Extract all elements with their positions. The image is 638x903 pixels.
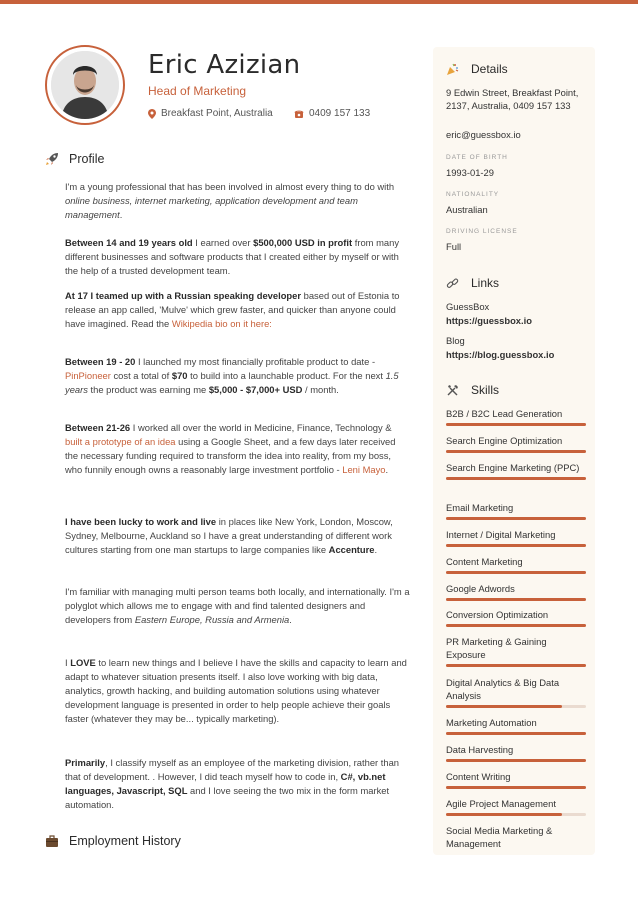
job-title: Head of Marketing xyxy=(148,84,247,98)
skill-level-bar xyxy=(446,517,586,520)
skill-label: Marketing Automation xyxy=(446,717,537,728)
p9-bold-2: C#, vb.net languages, Javascript, SQL xyxy=(65,771,386,796)
p4-text-2: cost a total of xyxy=(110,370,172,381)
skill-label: Data Harvesting xyxy=(446,744,514,755)
p4-text-5: / month. xyxy=(302,384,339,395)
p5-bold: Between 21-26 xyxy=(65,422,131,433)
links-heading-text: Links xyxy=(471,276,500,290)
skill-item xyxy=(446,770,586,789)
profile-paragraph-4 xyxy=(65,355,410,397)
skill-item xyxy=(446,407,586,426)
p1-italic: online business, internet marketing, application development and team management xyxy=(65,195,358,220)
skill-item xyxy=(446,797,586,816)
skill-level-bar xyxy=(446,786,586,789)
p6-text: in places like New York, London, Moscow, Sydney, Melbourne, Auckland so I have a great understanding of different work cultures starting from one man startups to large companies like xyxy=(65,516,393,555)
skill-label: PR Marketing & Gaining Exposure xyxy=(446,636,547,660)
skill-label: Google Adwords xyxy=(446,583,515,594)
skill-item xyxy=(446,582,586,601)
p4-text-4: the product was earning me xyxy=(87,384,209,395)
skill-level-fill xyxy=(446,517,586,520)
avatar xyxy=(45,45,125,125)
dob-label: DATE OF BIRTH xyxy=(446,154,508,161)
p6-end: . xyxy=(374,544,378,555)
profile-heading xyxy=(45,152,104,166)
pinpioneer-link[interactable]: PinPioneer xyxy=(65,370,111,381)
avatar-photo xyxy=(51,51,119,119)
skill-level-fill xyxy=(446,477,586,480)
skill-level-bar xyxy=(446,477,586,480)
skill-level-fill xyxy=(446,423,586,426)
nationality-value: Australian xyxy=(446,204,488,215)
p1-end: . xyxy=(119,209,123,220)
p1-text: I'm a young professional that has been involved in almost every thing to do with xyxy=(65,181,395,192)
p2-bold-1: Between 14 and 19 years old xyxy=(65,237,193,248)
p9-bold-1: Primarily xyxy=(65,757,106,768)
skill-level-bar xyxy=(446,571,586,574)
p3-text: based out of Estonia to release an app called, 'Mulve' which grew faster, and quicker than anyone could have imagined. Read the xyxy=(65,290,400,329)
location xyxy=(148,108,273,119)
skill-level-fill xyxy=(446,705,562,708)
phone-text: 0409 157 133 xyxy=(309,108,371,119)
skill-level-bar xyxy=(446,598,586,601)
skill-item xyxy=(446,676,586,708)
phone-icon xyxy=(294,109,304,119)
link-url-guessbox[interactable]: https://guessbox.io xyxy=(446,315,532,326)
skill-label: Content Writing xyxy=(446,771,511,782)
location-text: Breakfast Point, Australia xyxy=(161,108,273,119)
p6-bold-1: I have been lucky to work and live xyxy=(65,516,217,527)
skill-level-fill xyxy=(446,664,586,667)
license-label: DRIVING LICENSE xyxy=(446,228,518,235)
skill-item xyxy=(446,528,586,547)
skill-label: Internet / Digital Marketing xyxy=(446,529,556,540)
skill-item xyxy=(446,824,586,850)
skill-level-fill xyxy=(446,571,586,574)
skill-level-fill xyxy=(446,759,586,762)
skill-level-fill xyxy=(446,450,586,453)
prototype-link[interactable]: built a prototype of an idea xyxy=(65,436,176,447)
skill-level-bar xyxy=(446,624,586,627)
nationality-label: NATIONALITY xyxy=(446,191,500,198)
profile-paragraph-3 xyxy=(65,289,410,331)
skill-item xyxy=(446,434,586,453)
profile-paragraph-7 xyxy=(65,585,410,627)
skill-level-fill xyxy=(446,544,586,547)
p4-bold-2: $70 xyxy=(171,370,188,381)
briefcase-icon xyxy=(45,834,59,848)
profile-paragraph-6 xyxy=(65,515,410,557)
profile-paragraph-8 xyxy=(65,656,410,726)
skills-heading-text: Skills xyxy=(471,383,500,397)
p8-text-1: I xyxy=(65,657,71,668)
p3-bold: At 17 I teamed up with a Russian speaking developer xyxy=(65,290,302,301)
profile-paragraph-2 xyxy=(65,236,410,278)
p4-bold-3: $5,000 - $7,000+ USD xyxy=(208,384,303,395)
skill-label: Digital Analytics & Big Data Analysis xyxy=(446,677,560,701)
profile-paragraph-1 xyxy=(65,180,410,222)
tools-icon xyxy=(446,384,459,397)
skill-label: Search Engine Optimization xyxy=(446,435,563,446)
p6-bold-2: Accenture xyxy=(328,544,375,555)
skill-level-fill xyxy=(446,732,586,735)
details-heading xyxy=(446,62,508,76)
rocket-icon xyxy=(45,152,59,166)
skill-level-bar xyxy=(446,759,586,762)
p5-text-2: using a Google Sheet, and a few days later received the necessary funding required to transform the idea into reality, from my boss, who funnily enough owns a reasonably large investment portfolio - xyxy=(65,436,396,475)
profile-paragraph-5 xyxy=(65,421,410,477)
skill-item xyxy=(446,461,586,480)
phone xyxy=(294,108,370,119)
skill-label: B2B / B2C Lead Generation xyxy=(446,408,563,419)
employment-heading-text: Employment History xyxy=(69,834,181,848)
p7-text: I'm familiar with managing multi person teams both locally, and internationally. I'm a polyglot which allows me to engage with and find talented designers and developers from xyxy=(65,586,410,625)
skill-item xyxy=(446,743,586,762)
skill-level-bar xyxy=(446,664,586,667)
p9-text-2: and I love seeing the two mix in the form market automation. xyxy=(65,785,390,810)
profile-paragraph-9 xyxy=(65,756,410,812)
skill-level-fill xyxy=(446,786,586,789)
leni-mayo-link[interactable]: Leni Mayo xyxy=(342,464,386,475)
license-value: Full xyxy=(446,241,462,252)
p9-text-1: , I classify myself as an employee of the marketing division, rather than that of development. . However, I did teach myself how to code in, xyxy=(65,757,400,782)
p4-italic: 1.5 years xyxy=(65,370,399,395)
employment-heading xyxy=(45,834,181,848)
skill-item xyxy=(446,716,586,735)
link-url-blog[interactable]: https://blog.guessbox.io xyxy=(446,349,555,360)
skill-label: Search Engine Marketing (PPC) xyxy=(446,462,580,473)
p8-text-2: to learn new things and I believe I have the skills and capacity to learn and adapt to whatever situation presents itself. I also love working with big data, analytics, growth hacking, and building automation solutions using whatever development language is presented in order to help people achieve their goals faster (whatever they may be... typically marketing). xyxy=(65,657,407,724)
skill-level-fill xyxy=(446,624,586,627)
skill-level-bar xyxy=(446,813,586,816)
skill-label: Content Marketing xyxy=(446,556,523,567)
skill-level-bar xyxy=(446,423,586,426)
skill-level-bar xyxy=(446,544,586,547)
p2-text-1: I earned over xyxy=(192,237,254,248)
links-heading xyxy=(446,276,499,290)
party-popper-icon xyxy=(446,63,459,76)
p5-end: . xyxy=(385,464,389,475)
p4-bold-1: Between 19 - 20 xyxy=(65,356,136,367)
location-pin-icon xyxy=(148,109,156,119)
p8-bold: LOVE xyxy=(70,657,96,668)
details-heading-text: Details xyxy=(471,62,508,76)
p2-bold-2: $500,000 USD in profit xyxy=(253,237,353,248)
details-email[interactable]: eric@guessbox.io xyxy=(446,129,521,140)
dob-value: 1993-01-29 xyxy=(446,167,494,178)
skill-level-bar xyxy=(446,705,586,708)
skills-heading xyxy=(446,383,499,397)
skill-item xyxy=(446,501,586,520)
skill-label: Social Media Marketing & Management xyxy=(446,825,553,849)
top-accent-bar xyxy=(0,0,638,4)
wikipedia-link[interactable]: Wikipedia bio on it here: xyxy=(171,318,272,329)
skill-level-fill xyxy=(446,813,562,816)
link-icon xyxy=(446,277,459,290)
p7-italic: Eastern Europe, Russia and Armenia xyxy=(134,614,290,625)
skill-item xyxy=(446,635,586,667)
p5-text-1: I worked all over the world in Medicine, Finance, Technology & xyxy=(130,422,392,433)
skill-level-fill xyxy=(446,598,586,601)
link-label-blog: Blog xyxy=(446,335,465,346)
profile-heading-text: Profile xyxy=(69,152,105,166)
skill-label: Conversion Optimization xyxy=(446,609,549,620)
skill-level-bar xyxy=(446,450,586,453)
link-label-guessbox: GuessBox xyxy=(446,301,490,312)
p2-text-2: from many different businesses and software products that I created either by myself or with the help of a trusted development team. xyxy=(65,237,400,276)
skill-label: Agile Project Management xyxy=(446,798,556,809)
p7-end: . xyxy=(289,614,292,625)
p4-text-3: to build into a launchable product. For the next xyxy=(187,370,386,381)
candidate-name: Eric Azizian xyxy=(148,50,301,80)
p4-text-1: I launched my most financially profitable product to date - xyxy=(135,356,376,367)
skill-item xyxy=(446,555,586,574)
skill-label: Email Marketing xyxy=(446,502,514,513)
details-address: 9 Edwin Street, Breakfast Point, 2137, Australia, 0409 157 133 xyxy=(446,87,579,111)
skill-item xyxy=(446,608,586,627)
skill-level-bar xyxy=(446,732,586,735)
